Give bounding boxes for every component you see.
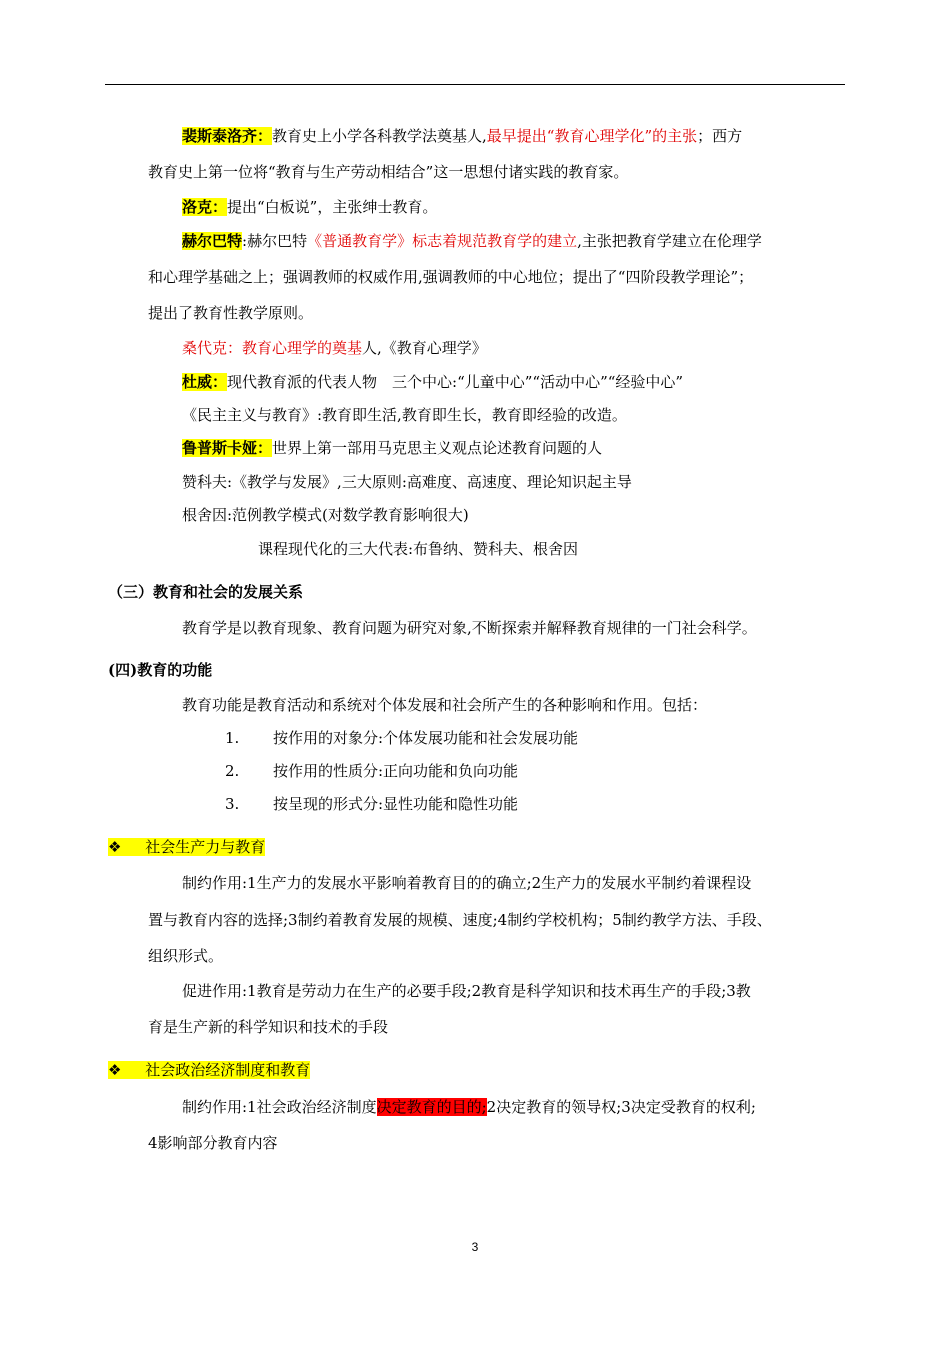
productivity-para-3: 组织形式。: [148, 947, 224, 965]
curriculum-reps-line: 课程现代化的三大代表:布鲁纳、赞科夫、根舍因: [258, 540, 579, 558]
krupskaya-line: 鲁普斯卡娅：世界上第一部用马克思主义观点论述教育问题的人: [182, 439, 603, 457]
locke-name: 洛克：: [182, 198, 228, 216]
productivity-para-5: 育是生产新的科学知识和技术的手段: [148, 1018, 389, 1036]
list-item-text: 按作用的对象分:个体发展功能和社会发展功能: [273, 729, 579, 747]
bullet-title: 社会生产力与教育: [145, 838, 266, 856]
locke-line: 洛克：提出“白板说”，主张绅士教育。: [182, 198, 438, 216]
productivity-para-2: 置与教育内容的选择;3制约着教育发展的规模、速度;4制约学校机构；5制约教学方法、手段、: [148, 911, 772, 929]
politics-para-2: 4影响部分教育内容: [148, 1134, 278, 1152]
list-item: [225, 794, 239, 814]
thorndike-line: 桑代克：教育心理学的奠基人,《教育心理学》: [182, 339, 487, 357]
section-4-heading: (四)教育的功能: [108, 661, 213, 679]
section-3-para: 教育学是以教育现象、教育问题为研究对象,不断探索并解释教育规律的一门社会科学。: [182, 619, 757, 637]
productivity-para-1: 制约作用:1生产力的发展水平影响着教育目的的确立;2生产力的发展水平制约着课程设: [182, 874, 752, 892]
list-item: [225, 728, 239, 748]
pestalozzi-cont: 教育史上第一位将“教育与生产劳动相结合”这一思想付诸实践的教育家。: [148, 163, 629, 181]
list-number: 3.: [225, 795, 240, 813]
diamond-bullet-icon: ❖: [108, 1061, 122, 1079]
pestalozzi-line: 裴斯泰洛齐：教育史上小学各科教学法奠基人,最早提出“教育心理学化”的主张；西方: [182, 127, 743, 145]
header-rule: [105, 84, 845, 85]
dewey-line: 杜威：现代教育派的代表人物 三个中心:“儿童中心”“活动中心”“经验中心”: [182, 373, 684, 391]
page-number: 3: [471, 1240, 479, 1254]
herbart-line: 赫尔巴特:赫尔巴特《普通教育学》标志着规范教育学的建立,主张把教育学建立在伦理学: [182, 232, 762, 250]
thorndike-highlight: 桑代克：教育心理学的奠基: [182, 339, 363, 357]
bullet-heading-productivity: [108, 837, 265, 857]
list-number: 2.: [225, 762, 240, 780]
diamond-bullet-icon: ❖: [108, 838, 122, 856]
zankov-line: 赞科夫:《教学与发展》,三大原则:高难度、高速度、理论知识起主导: [182, 473, 632, 491]
bullet-heading-politics: [108, 1060, 310, 1080]
productivity-para-4: 促进作用:1教育是劳动力在生产的必要手段;2教育是科学知识和技术再生产的手段;3教: [182, 982, 751, 1000]
wagenschein-line: 根舍因:范例教学模式(对数学教育影响很大): [182, 506, 469, 524]
herbart-name: 赫尔巴特: [182, 232, 243, 250]
pestalozzi-name: 裴斯泰洛齐：: [182, 127, 273, 145]
krupskaya-name: 鲁普斯卡娅：: [182, 439, 273, 457]
bullet-title: 社会政治经济制度和教育: [145, 1061, 311, 1079]
list-item: [225, 761, 239, 781]
section-4-para: 教育功能是教育活动和系统对个体发展和社会所产生的各种影响和作用。包括：: [182, 696, 708, 714]
herbart-highlight: 《普通教育学》标志着规范教育学的建立: [307, 232, 578, 250]
politics-highlight: 决定教育的目的;: [376, 1098, 487, 1116]
dewey-cont: 《民主主义与教育》:教育即生活,教育即生长，教育即经验的改造。: [182, 406, 627, 424]
section-3-heading: （三）教育和社会的发展关系: [108, 583, 304, 601]
pestalozzi-highlight: 最早提出“教育心理学化”的主张: [486, 127, 698, 145]
list-item-text: 按作用的性质分:正向功能和负向功能: [273, 762, 519, 780]
herbart-cont-1: 和心理学基础之上；强调教师的权威作用,强调教师的中心地位；提出了“四阶段教学理论”；: [148, 268, 754, 286]
herbart-cont-2: 提出了教育性教学原则。: [148, 304, 314, 322]
list-item-text: 按呈现的形式分:显性功能和隐性功能: [273, 795, 519, 813]
list-number: 1.: [225, 729, 240, 747]
politics-para-1: 制约作用:1社会政治经济制度决定教育的目的;2决定教育的领导权;3决定受教育的权利;: [182, 1098, 756, 1116]
dewey-name: 杜威：: [182, 373, 228, 391]
